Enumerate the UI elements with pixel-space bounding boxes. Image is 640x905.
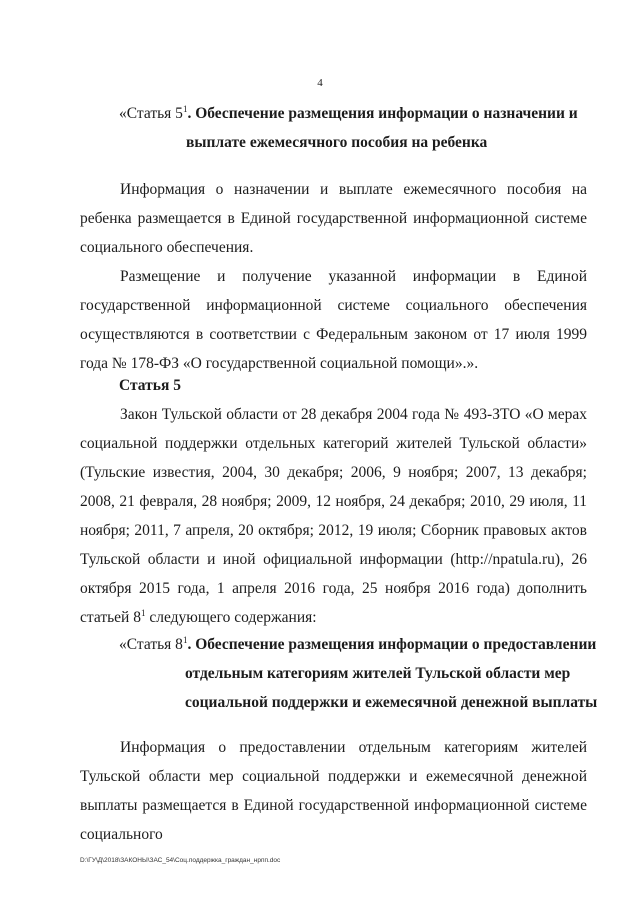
article-8-1-title-line1: . Обеспечение размещения информации о предоставлении	[187, 636, 597, 653]
article-5-1-paragraph-1: Информация о назначении и выплате ежемесячного пособия на ребенка размещается в Единой государственной информационной системе социального обеспечения.	[80, 181, 587, 256]
article-8-1-title-line2: отдельным категориям жителей Тульской области мер	[185, 665, 571, 682]
article-5-1-prefix: «Статья 5	[119, 105, 183, 122]
page-number: 4	[317, 77, 323, 89]
article-5-paragraph	[80, 400, 587, 632]
article-8-1-heading-line1	[119, 630, 597, 659]
article-5-1-title-line1: . Обеспечение размещения информации о назначении и	[187, 105, 578, 122]
article-5-1-title-line2: выплате ежемесячного пособия на ребенка	[186, 134, 488, 151]
article-5-1-paragraph-2: Размещение и получение указанной информации в Единой государственной информационной системе социального обеспечения осуществляются в соответствии с Федеральным законом от 17 июля 1999 года № 178-ФЗ «О государственной социальной помощи».».	[80, 268, 587, 372]
article-5-title: Статья 5	[119, 377, 181, 394]
article-5-sup: 1	[140, 608, 146, 618]
article-5-1-heading-line2	[119, 128, 578, 157]
article-5-1-sup: 1	[182, 104, 188, 114]
article-8-1-heading-line3	[119, 688, 597, 717]
article-8-1-heading	[119, 630, 597, 717]
article-8-1-heading-line2	[119, 659, 597, 688]
article-8-1-paragraph: Информация о предоставлении отдельным категориям жителей Тульской области мер социальной поддержки и ежемесячной денежной выплаты размещается в Единой государственной информационной системе социального	[80, 739, 587, 843]
article-8-1-prefix: «Статья 8	[119, 636, 183, 653]
article-5-1-heading	[119, 99, 578, 157]
file-path-footer: D:\ГУ\Д\2018\ЗАКОНЫ\ЗАС_54\Соц.поддержка_граждан_нрпп.doc	[80, 857, 281, 864]
article-8-1-sup: 1	[182, 635, 188, 645]
article-5-text-end: следующего содержания:	[145, 609, 317, 626]
article-8-1-title-line3: социальной поддержки и ежемесячной денежной выплаты	[185, 694, 598, 711]
article-5-1-heading-line1	[119, 99, 578, 128]
article-5-text: Закон Тульской области от 28 декабря 2004 года № 493-ЗТО «О мерах социальной поддержки отдельных категорий жителей Тульской области» (Тульские известия, 2004, 30 декабря; 2006, 9 ноября; 2007, 13 декабря; 2008, 21 февраля, 28 ноября; 2009, 12 ноября, 24 декабря; 2010, 29 июля, 11 ноября; 2011, 7 апреля, 20 октября; 2012, 19 июля; Сборник правовых актов Тульской области и иной официальной информации (http://npatula.ru), 26 октября 2015 года, 1 апреля 2016 года, 25 ноября 2016 года) дополнить статьей 8	[80, 406, 587, 626]
